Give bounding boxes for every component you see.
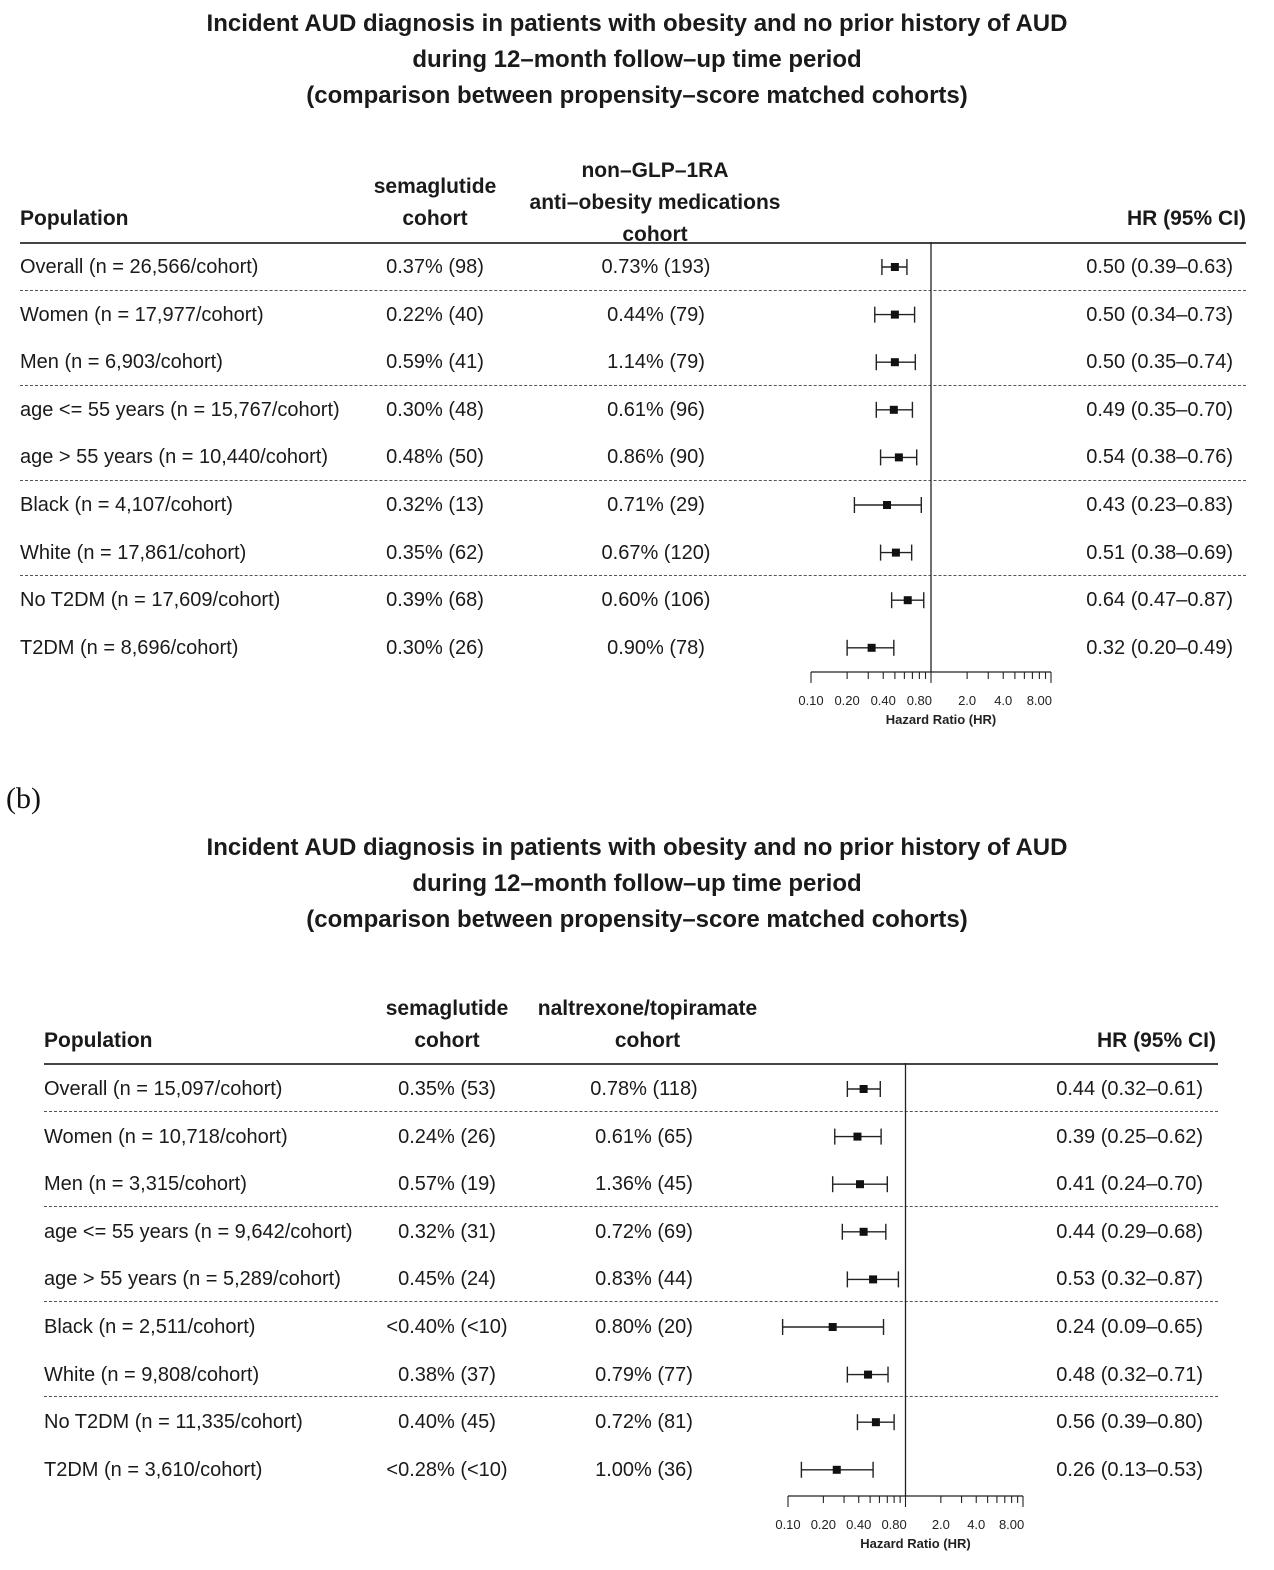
x-tick-label: 4.0 (994, 693, 1013, 708)
hr-point (891, 311, 899, 319)
hr-ci-cell: 0.39 (0.25–0.62) (1056, 1125, 1203, 1148)
x-tick-label: 4.0 (967, 1517, 986, 1532)
x-tick-label: 0.10 (798, 693, 824, 708)
x-tick-label: 2.0 (931, 1517, 950, 1532)
comparator-cell: 0.60% (106) (601, 589, 711, 612)
header-line: cohort (414, 1029, 480, 1052)
population-cell: No T2DM (n = 11,335/cohort) (44, 1411, 303, 1434)
x-tick-label: 0.80 (881, 1517, 907, 1532)
x-tick-label: 0.20 (810, 1517, 837, 1532)
header-line: naltrexone/topiramate (537, 997, 758, 1020)
comparator-cell: 0.90% (78) (607, 636, 705, 659)
hr-point (853, 1133, 861, 1141)
population-cell: Women (n = 10,718/cohort) (44, 1125, 288, 1148)
semaglutide-cell: 0.32% (13) (386, 494, 484, 516)
comparator-cell: 0.72% (81) (595, 1411, 693, 1434)
panel-label: (b) (6, 782, 41, 815)
population-cell: age <= 55 years (n = 15,767/cohort) (20, 398, 340, 421)
hr-point (860, 1228, 868, 1236)
population-cell: T2DM (n = 3,610/cohort) (44, 1458, 263, 1481)
comparator-cell: 0.72% (69) (595, 1220, 693, 1243)
semaglutide-cell: 0.39% (68) (386, 589, 484, 612)
population-cell: T2DM (n = 8,696/cohort) (20, 636, 239, 659)
hr-ci-cell: 0.44 (0.32–0.61) (1056, 1078, 1203, 1100)
population-cell: No T2DM (n = 17,609/cohort) (20, 589, 281, 612)
hr-point (856, 1180, 864, 1188)
hr-point (833, 1466, 841, 1474)
title-line: (comparison between propensity–score matched cohorts) (306, 82, 968, 109)
semaglutide-cell: 0.38% (37) (398, 1363, 496, 1386)
hr-point (891, 358, 899, 366)
header-line: semaglutide (385, 997, 509, 1020)
hr-ci-cell: 0.50 (0.35–0.74) (1086, 351, 1233, 374)
population-cell: White (n = 17,861/cohort) (20, 541, 247, 564)
comparator-cell: 0.71% (29) (607, 494, 705, 516)
hr-header: HR (95% CI) (1096, 1029, 1216, 1052)
x-tick-label: 0.20 (834, 693, 860, 708)
hr-point (868, 644, 876, 652)
x-tick-label: 0.40 (870, 693, 896, 708)
hr-point (860, 1085, 868, 1093)
hr-ci-cell: 0.50 (0.34–0.73) (1086, 303, 1233, 326)
comparator-cell: 1.14% (79) (607, 351, 705, 374)
x-tick-label: 8.00 (998, 1517, 1025, 1532)
hr-ci-cell: 0.24 (0.09–0.65) (1056, 1316, 1203, 1338)
population-cell: age > 55 years (n = 10,440/cohort) (20, 446, 328, 469)
comparator-cell: 0.73% (193) (601, 256, 711, 278)
header-line: cohort (622, 223, 688, 246)
hr-point (895, 453, 903, 461)
semaglutide-cell: 0.45% (24) (398, 1268, 496, 1291)
population-header: Population (44, 1029, 153, 1052)
forest-plot-panel-b (0, 785, 1274, 1570)
comparator-cell: 0.61% (65) (595, 1125, 693, 1148)
semaglutide-cell: 0.30% (26) (386, 636, 484, 659)
hr-ci-cell: 0.43 (0.23–0.83) (1086, 494, 1233, 516)
population-cell: Overall (n = 15,097/cohort) (44, 1078, 283, 1100)
semaglutide-cell: 0.48% (50) (386, 446, 484, 469)
hr-ci-cell: 0.54 (0.38–0.76) (1086, 446, 1233, 469)
hr-point (829, 1323, 837, 1331)
forest-plot-panel-a (0, 0, 1274, 740)
comparator-cell: 0.67% (120) (601, 541, 711, 564)
hr-header: HR (95% CI) (1126, 207, 1246, 230)
population-cell: White (n = 9,808/cohort) (44, 1363, 260, 1386)
hr-ci-cell: 0.49 (0.35–0.70) (1086, 398, 1233, 421)
comparator-cell: 0.78% (118) (590, 1078, 698, 1100)
x-axis-label: Hazard Ratio (HR) (885, 712, 997, 727)
hr-point (869, 1275, 877, 1283)
header-line: cohort (614, 1029, 681, 1052)
semaglutide-cell: 0.32% (31) (398, 1220, 496, 1243)
semaglutide-cell: 0.59% (41) (386, 351, 484, 374)
header-line: semaglutide (373, 175, 497, 198)
forest-plot-area (0, 0, 1274, 740)
title-line: during 12–month follow–up time period (412, 46, 862, 73)
hr-ci-cell: 0.44 (0.29–0.68) (1056, 1220, 1203, 1243)
comparator-cell: 0.86% (90) (607, 446, 705, 469)
comparator-cell: 0.61% (96) (607, 398, 705, 421)
comparator-cell: 1.36% (45) (595, 1173, 693, 1196)
hr-ci-cell: 0.56 (0.39–0.80) (1056, 1411, 1203, 1434)
header-line: non–GLP–1RA (581, 159, 729, 182)
semaglutide-cell: 0.30% (48) (386, 398, 484, 421)
comparator-cell: 0.83% (44) (595, 1268, 693, 1291)
semaglutide-cell: 0.37% (98) (386, 256, 484, 278)
hr-point (872, 1418, 880, 1426)
population-cell: age <= 55 years (n = 9,642/cohort) (44, 1220, 353, 1243)
title-line: during 12–month follow–up time period (412, 870, 862, 897)
hr-ci-cell: 0.53 (0.32–0.87) (1056, 1268, 1203, 1291)
population-header: Population (20, 207, 129, 230)
hr-ci-cell: 0.50 (0.39–0.63) (1086, 256, 1233, 278)
population-cell: Overall (n = 26,566/cohort) (20, 256, 259, 278)
hr-ci-cell: 0.51 (0.38–0.69) (1086, 541, 1233, 564)
semaglutide-cell: <0.28% (<10) (386, 1458, 508, 1481)
population-cell: Women (n = 17,977/cohort) (20, 303, 264, 326)
x-tick-label: 0.80 (906, 693, 933, 708)
semaglutide-cell: 0.24% (26) (398, 1125, 496, 1148)
comparator-cell: 0.44% (79) (607, 303, 705, 326)
population-cell: Black (n = 2,511/cohort) (44, 1316, 256, 1338)
population-cell: Black (n = 4,107/cohort) (20, 494, 233, 516)
population-cell: age > 55 years (n = 5,289/cohort) (44, 1268, 341, 1291)
title-line: (comparison between propensity–score matched cohorts) (306, 906, 968, 933)
title-line: Incident AUD diagnosis in patients with obesity and no prior history of AUD (206, 10, 1068, 37)
hr-point (891, 263, 899, 271)
comparator-cell: 0.79% (77) (595, 1363, 693, 1386)
population-cell: Men (n = 3,315/cohort) (44, 1173, 247, 1196)
x-tick-label: 0.40 (846, 1517, 872, 1532)
x-axis-label: Hazard Ratio (HR) (860, 1536, 971, 1551)
hr-ci-cell: 0.64 (0.47–0.87) (1086, 589, 1233, 612)
semaglutide-cell: 0.35% (53) (398, 1078, 496, 1100)
header-line: anti–obesity medications (529, 191, 781, 214)
header-line: cohort (402, 207, 468, 230)
x-tick-label: 8.00 (1026, 693, 1053, 708)
semaglutide-cell: <0.40% (<10) (386, 1316, 508, 1338)
comparator-cell: 1.00% (36) (595, 1458, 693, 1481)
semaglutide-cell: 0.40% (45) (398, 1411, 496, 1434)
hr-point (904, 596, 912, 604)
hr-ci-cell: 0.32 (0.20–0.49) (1086, 636, 1233, 659)
semaglutide-cell: 0.22% (40) (386, 303, 484, 326)
hr-ci-cell: 0.48 (0.32–0.71) (1056, 1363, 1203, 1386)
hr-ci-cell: 0.41 (0.24–0.70) (1056, 1173, 1203, 1196)
semaglutide-cell: 0.57% (19) (398, 1173, 496, 1196)
x-tick-label: 0.10 (775, 1517, 801, 1532)
hr-point (892, 549, 900, 557)
hr-point (883, 501, 891, 509)
forest-plot-area (0, 785, 1274, 1570)
hr-point (890, 406, 898, 414)
x-tick-label: 2.0 (958, 693, 977, 708)
hr-ci-cell: 0.26 (0.13–0.53) (1056, 1458, 1203, 1481)
comparator-cell: 0.80% (20) (595, 1316, 693, 1338)
title-line: Incident AUD diagnosis in patients with obesity and no prior history of AUD (206, 834, 1068, 861)
hr-point (864, 1371, 872, 1379)
population-cell: Men (n = 6,903/cohort) (20, 351, 223, 374)
semaglutide-cell: 0.35% (62) (386, 541, 484, 564)
